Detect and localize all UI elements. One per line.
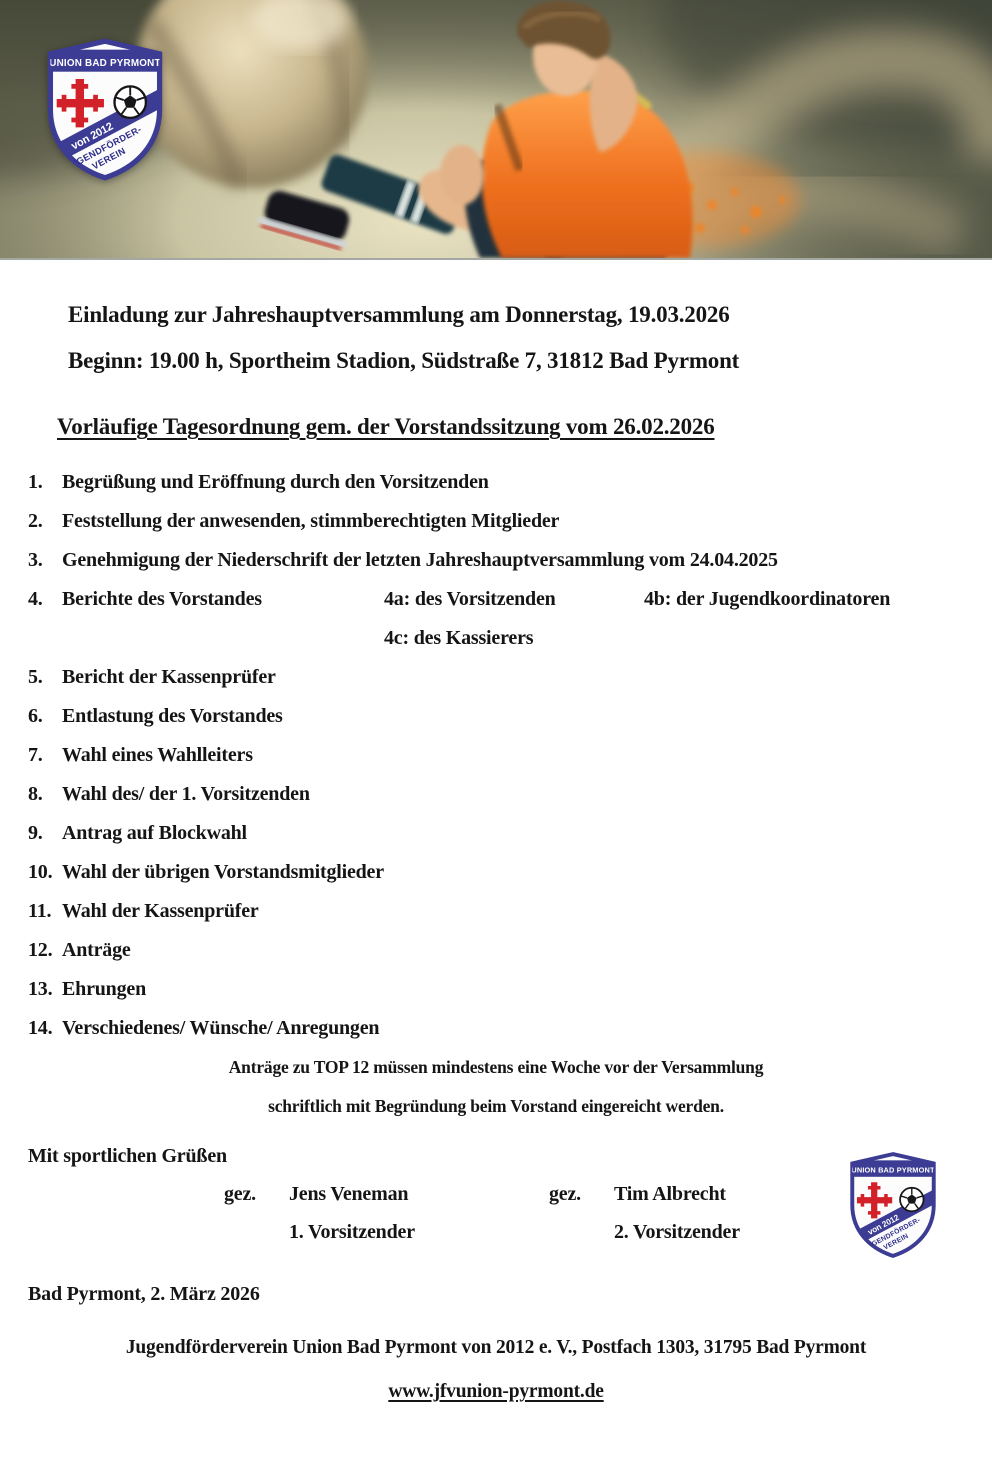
agenda-item-3: [28, 548, 964, 572]
sig2-name: Tim Albrecht: [614, 1183, 726, 1205]
agenda-item-7: [28, 743, 964, 767]
item-text: Berichte des Vorstandes: [62, 588, 262, 610]
agenda-item-9: [28, 821, 964, 845]
place-date: Bad Pyrmont, 2. März 2026: [28, 1283, 260, 1305]
item-4c: 4c: des Kassierers: [384, 627, 534, 649]
item-number: 9.: [28, 822, 43, 844]
sig1-role: 1. Vorsitzender: [289, 1221, 415, 1243]
item-number: 13.: [28, 978, 53, 1000]
item-number: 7.: [28, 744, 43, 766]
agenda-item-11: [28, 899, 964, 923]
item-text: Begrüßung und Eröffnung durch den Vorsitzenden: [62, 471, 489, 493]
item-text: Anträge: [62, 939, 131, 961]
sig-spacer: [549, 1220, 614, 1244]
item-number: 14.: [28, 1017, 53, 1039]
agenda-item-8: [28, 782, 964, 806]
agenda-item-4: [28, 587, 964, 611]
salutation: Mit sportlichen Grüßen: [28, 1145, 227, 1167]
agenda-heading: Vorläufige Tagesordnung gem. der Vorstandssitzung vom 26.02.2026: [57, 414, 715, 439]
sig2-gez: gez.: [549, 1183, 581, 1205]
item-number: 3.: [28, 549, 43, 571]
item-text: Entlastung des Vorstandes: [62, 705, 283, 727]
item-number: 4.: [28, 588, 43, 610]
item-number: 11.: [28, 900, 52, 922]
agenda-item-14: [28, 1016, 964, 1040]
footer-website: [28, 1380, 964, 1404]
item-text: Bericht der Kassenprüfer: [62, 666, 276, 688]
item-text: Wahl der Kassenprüfer: [62, 900, 259, 922]
document-body: [0, 292, 992, 1404]
agenda-item-12: [28, 938, 964, 962]
agenda-item-2: [28, 509, 964, 533]
motions-note-line2: schriftlich mit Begründung beim Vorstand eingereicht werden.: [268, 1096, 724, 1116]
agenda-item-1: [28, 470, 964, 494]
agenda-item-5: [28, 665, 964, 689]
item-number: 5.: [28, 666, 43, 688]
agenda-item-4c: [28, 626, 964, 650]
club-crest-small: [846, 1150, 940, 1260]
item-text: Wahl des/ der 1. Vorsitzenden: [62, 783, 310, 805]
item-number: 8.: [28, 783, 43, 805]
item-4a: 4a: des Vorsitzenden: [384, 588, 556, 610]
invitation-title: [68, 292, 964, 384]
item-text: Ehrungen: [62, 978, 146, 1000]
sig1-name: Jens Veneman: [289, 1183, 409, 1205]
sig-spacer: [224, 1220, 289, 1244]
item-number: 2.: [28, 510, 43, 532]
item-text: Verschiedenes/ Wünsche/ Anregungen: [62, 1017, 380, 1039]
hero-image: [0, 0, 992, 260]
agenda-item-13: [28, 977, 964, 1001]
agenda-item-10: [28, 860, 964, 884]
website-link[interactable]: www.jfvunion-pyrmont.de: [388, 1381, 604, 1402]
agenda-item-6: [28, 704, 964, 728]
sig2-role: 2. Vorsitzender: [614, 1221, 740, 1243]
club-crest-large: [42, 36, 168, 183]
item-number: 10.: [28, 861, 53, 883]
motions-note-line1: Anträge zu TOP 12 müssen mindestens eine Woche vor der Versammlung: [228, 1057, 764, 1077]
title-line-1: Einladung zur Jahreshauptversammlung am Donnerstag, 19.03.2026: [68, 302, 730, 327]
footer-organization: Jugendförderverein Union Bad Pyrmont von 2012 e. V., Postfach 1303, 31795 Bad Pyrmont: [125, 1337, 867, 1358]
item-number: 1.: [28, 471, 43, 493]
item-4b: 4b: der Jugendkoordinatoren: [644, 588, 891, 610]
item-text: Antrag auf Blockwahl: [62, 822, 247, 844]
item-text: Wahl eines Wahlleiters: [62, 744, 253, 766]
sig1-gez: gez.: [224, 1183, 256, 1205]
title-line-2: Beginn: 19.00 h, Sportheim Stadion, Südstraße 7, 31812 Bad Pyrmont: [68, 348, 740, 373]
item-number: 12.: [28, 939, 53, 961]
item-number: 6.: [28, 705, 43, 727]
item-text: Feststellung der anwesenden, stimmberechtigten Mitglieder: [62, 510, 560, 532]
agenda-list: [28, 470, 964, 1040]
item-text: Wahl der übrigen Vorstandsmitglieder: [62, 861, 384, 883]
item-text: Genehmigung der Niederschrift der letzten Jahreshauptversammlung vom 24.04.2025: [62, 549, 778, 571]
